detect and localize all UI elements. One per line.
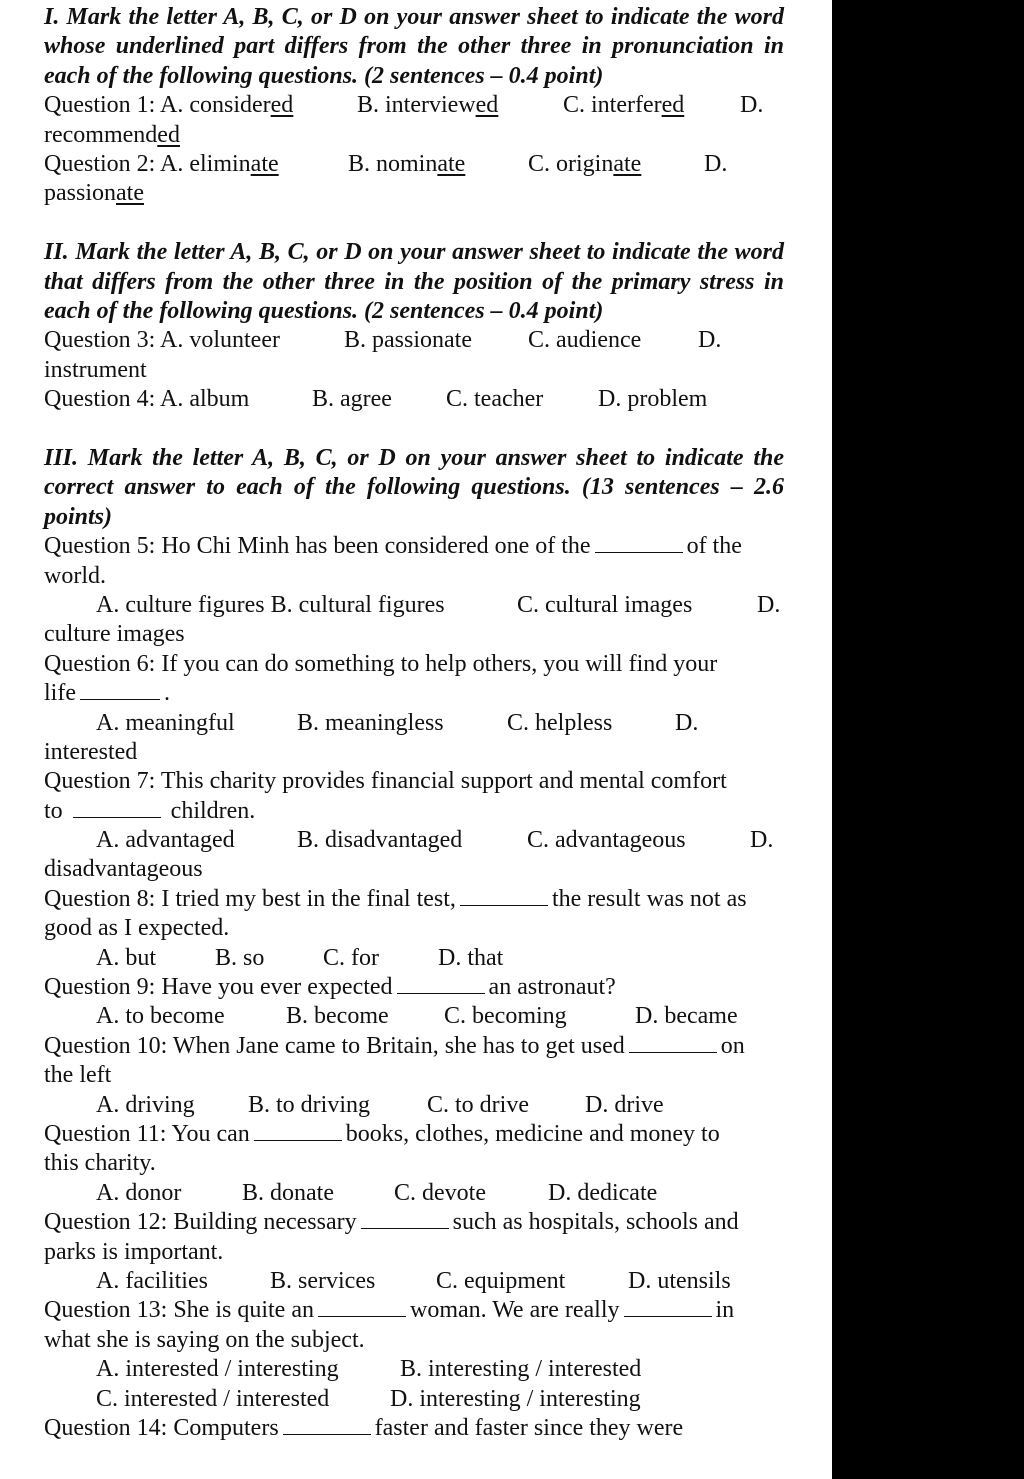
section-3-heading: III. Mark the letter A, B, C, or D on your answer sheet to indicate the correct answer to each of the following questions. (13 sentences – 2.6 points) [44, 444, 784, 530]
answer-blank [283, 1414, 371, 1435]
question-3-option-d: instrument [44, 356, 147, 383]
question-6-stem: Question 6: If you can do something to help others, you will find your [44, 650, 718, 677]
answer-blank [397, 973, 485, 994]
question-13-stem: Question 13: She is quite an woman. We are really in [44, 1297, 735, 1324]
question-1: Question 1: A. considered B. interviewed C. interfered D. [44, 92, 764, 119]
question-13-options-ab: A. interested / interesting B. interesting / interested [96, 1356, 642, 1383]
answer-blank [73, 797, 161, 818]
answer-blank [595, 532, 683, 553]
answer-blank [624, 1296, 712, 1317]
question-5-options: A. culture figures B. cultural figures C. cultural images D. [96, 591, 781, 618]
question-7-stem: Question 7: This charity provides financial support and mental comfort [44, 768, 727, 795]
question-12-stem: Question 12: Building necessary such as hospitals, schools and [44, 1209, 739, 1236]
question-5-stem: Question 5: Ho Chi Minh has been considered one of the of the [44, 533, 742, 560]
answer-blank [318, 1296, 406, 1317]
question-2-option-d: passionate [44, 180, 144, 207]
answer-blank [80, 679, 160, 700]
question-8-stem: Question 8: I tried my best in the final test, the result was not as [44, 885, 747, 912]
question-11-stem: Question 11: You can books, clothes, medicine and money to [44, 1120, 720, 1147]
worksheet: I. Mark the letter A, B, C, or D on your answer sheet to indicate the word whose underlined part differs from the other three in pronunciation in each of the following questions. (2 sentences – 0.4 point) Question 1: A. considered B. interviewed C. interfered D. recommended Question 2: A. eliminate B. nominate C. originate D. passionate II. Mark the letter A, B, C, or D on your answer sheet to indicate the word that differs from the other three in the position of the primary stress in each of the following questions. (2 sentences – 0.4 point) Question 3: A. volunteer B. passionate C. audience D. instrument Question 4: A. album B. agree C. teacher D. problem III. Mark the letter A, B, C, or D on your answer sheet to indicate the correct answer to each of the following questions. (13 sentences – 2.6 points) Question 5: Ho Chi Minh has been considered one of the of the world. A. culture figures B. cultural figures C. cultural images D. culture images Question 6: If you can do something to help others, you will find your life . A. meaningful B. meaningless C. helpless D. interested Question 7: This charity provides financial support and mental comfort to children. A. advantaged B. disadvantaged C. advantageous D. disadvantageous Question 8: I tried my best in the final test, the result was not as good as I expected. A. but B. so C. for D. that Question 9: Have you ever expected an astronaut? A. to become B. become C. becoming D. became Question 10: When Jane came to Britain, she has to get used on the left A. driving B. to driving C. to drive D. drive Question 11: You can books, clothes, medicine and money to this charity. A. donor B. donate C. devote D. dedicate Question 12: Building necessary such as hospitals, schools and parks is important. A. facilities B. services C. equipment D. utensils Question 13: She is quite an woman. We are really in what she is saying on the subject. A. interested / interesting B. interesting / interested C. interested / interested D. interesting / interesting Question 14: Computers faster and faster since they were [44, 3, 784, 1443]
question-9-stem: Question 9: Have you ever expected an astronaut? [44, 974, 616, 1001]
question-1-option-d: recommended [44, 121, 180, 148]
question-7-options: A. advantaged B. disadvantaged C. advantageous D. [96, 827, 774, 854]
section-1-heading: I. Mark the letter A, B, C, or D on your answer sheet to indicate the word whose underlined part differs from the other three in pronunciation in each of the following questions. (2 sentences – 0.4 point) [44, 4, 784, 89]
answer-blank [361, 1208, 449, 1229]
question-10-stem: Question 10: When Jane came to Britain, she has to get used on [44, 1032, 745, 1059]
answer-blank [629, 1032, 717, 1053]
question-9-options: A. to become B. become C. becoming D. became [96, 1003, 738, 1030]
question-8-options: A. but B. so C. for D. that [96, 944, 504, 971]
question-10-options: A. driving B. to driving C. to drive D. drive [96, 1091, 664, 1118]
question-11-options: A. donor B. donate C. devote D. dedicate [96, 1179, 658, 1206]
question-3: Question 3: A. volunteer B. passionate C. audience D. [44, 327, 722, 354]
question-6-options: A. meaningful B. meaningless C. helpless D. [96, 709, 699, 736]
question-2: Question 2: A. eliminate B. nominate C. originate D. [44, 151, 728, 177]
answer-blank [460, 885, 548, 906]
right-black-panel [832, 0, 1024, 1479]
section-2-heading: II. Mark the letter A, B, C, or D on your answer sheet to indicate the word that differs from the other three in the position of the primary stress in each of the following questions. (2 sentences – 0.4 point) [44, 239, 784, 324]
question-12-options: A. facilities B. services C. equipment D. utensils [96, 1267, 731, 1294]
question-14-stem: Question 14: Computers faster and faster since they were [44, 1414, 684, 1441]
question-13-options-cd: C. interested / interested D. interesting / interesting [96, 1385, 641, 1412]
question-4: Question 4: A. album B. agree C. teacher D. problem [44, 386, 708, 413]
answer-blank [254, 1120, 342, 1141]
